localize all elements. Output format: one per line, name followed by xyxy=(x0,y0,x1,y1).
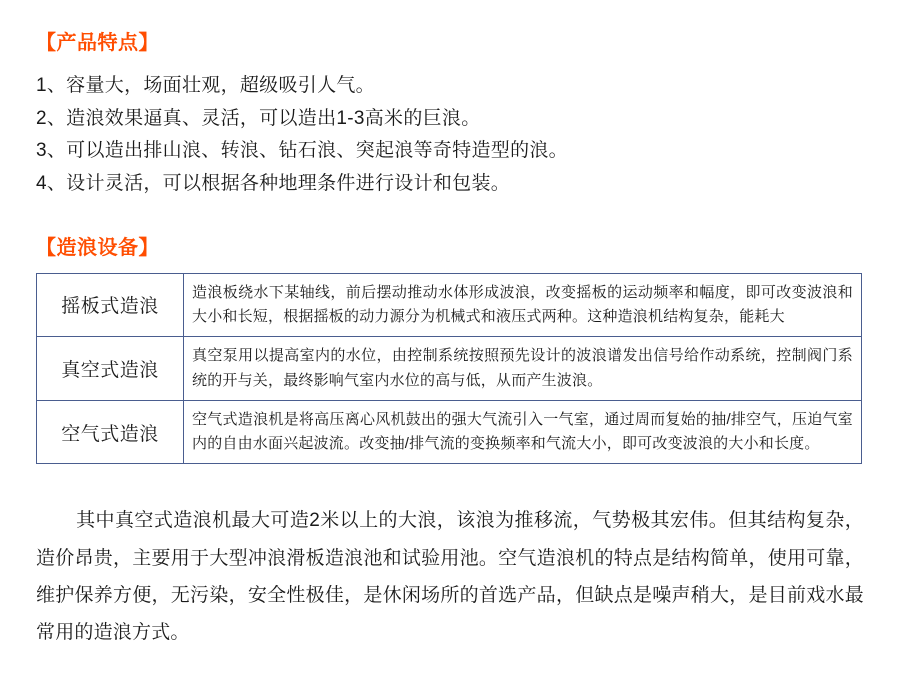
features-heading: 【产品特点】 xyxy=(36,32,159,54)
list-item: 1、容量大，场面壮观，超级吸引人气。 xyxy=(36,75,375,96)
equipment-heading: 【造浪设备】 xyxy=(36,236,159,259)
table-row xyxy=(37,400,862,464)
closing-text: 其中真空式造浪机最大可造2米以上的大浪，该浪为推移流，气势极其宏伟。但其结构复杂，造价昂贵，主要用于大型冲浪滑板造浪池和试验用池。空气造浪机的特点是结构简单，使用可靠，维护保养方便，无污染，安全性极佳，是休闲场所的首选产品，但缺点是噪声稍大，是目前戏水最常用的造浪方式。 xyxy=(36,510,864,643)
closing-paragraph xyxy=(36,502,864,650)
equipment-description: 真空泵用以提高室内的水位，由控制系统按照预先设计的波浪谱发出信号给作动系统，控制阀门系统的开与关，最终影响气室内水位的高与低，从而产生波浪。 xyxy=(184,337,862,401)
equipment-description: 空气式造浪机是将高压离心风机鼓出的强大气流引入一气室，通过周而复始的抽/排空气，压迫气室内的自由水面兴起波流。改变抽/排气流的变换频率和气流大小，即可改变波浪的大小和长度。 xyxy=(184,400,862,464)
list-item: 3、可以造出排山浪、转浪、钻石浪、突起浪等奇特造型的浪。 xyxy=(36,140,568,162)
table-row xyxy=(37,273,862,337)
equipment-name: 摇板式造浪 xyxy=(37,273,184,337)
equipment-name: 真空式造浪 xyxy=(37,337,184,401)
features-list xyxy=(36,70,864,201)
list-item: 4、设计灵活，可以根据各种地理条件进行设计和包装。 xyxy=(36,173,511,195)
equipment-name: 空气式造浪 xyxy=(37,400,184,464)
list-item: 2、造浪效果逼真、灵活，可以造出1-3高米的巨浪。 xyxy=(36,107,481,129)
table-row xyxy=(37,337,862,401)
equipment-description: 造浪板绕水下某轴线，前后摆动推动水体形成波浪，改变摇板的运动频率和幅度，即可改变波浪和大小和长短，根据摇板的动力源分为机械式和液压式两种。这种造浪机结构复杂，能耗大 xyxy=(184,273,862,337)
equipment-table xyxy=(36,273,862,465)
